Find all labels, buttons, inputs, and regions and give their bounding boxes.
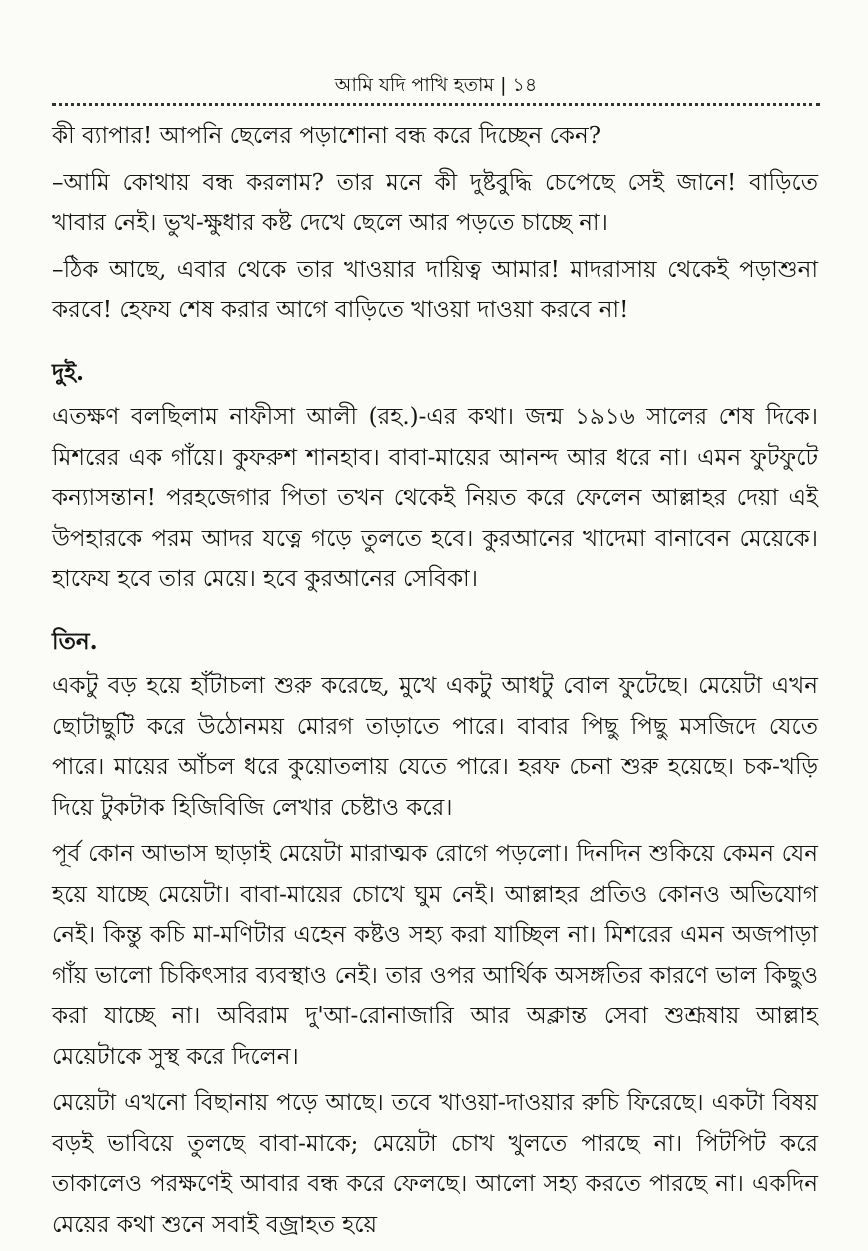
dialogue-paragraph: –ঠিক আছে, এবার থেকে তার খাওয়ার দায়িত্ব আমার! মাদরাসায় থেকেই পড়াশুনা করবে! হেফয শেষ করার আগে বাড়িতে খাওয়া দাওয়া করবে না! bbox=[52, 256, 818, 323]
dialogue-paragraph: –আমি কোথায় বন্ধ করলাম? তার মনে কী দুষ্টবুদ্ধি চেপেছে সেই জানে! বাড়িতে খাবার নেই। ভুখ-ক্ষুধার কষ্ট দেখে ছেলে আর পড়তে চাচ্ছে না। bbox=[52, 169, 818, 236]
body-paragraph: এতক্ষণ বলছিলাম নাফীসা আলী (রহ.)-এর কথা। জন্ম ১৯১৬ সালের শেষ দিকে। মিশরের এক গাঁয়ে। কুফরুশ শানহাব। বাবা-মায়ের আনন্দ আর ধরে না। এমন ফুটফুটে কন্যাসন্তান! পরহজেগার পিতা তখন থেকেই নিয়ত করে ফেলেন আল্লাহর দেয়া এই উপহারকে পরম আদর যত্নে গড়ে তুলতে হবে। কুরআনের খাদেমা বানাবেন মেয়েকে। হাফেয হবে তার মেয়ে। হবে কুরআনের সেবিকা। bbox=[52, 404, 818, 592]
body-paragraph: পূর্ব কোন আভাস ছাড়াই মেয়েটা মারাত্মক রোগে পড়লো। দিনদিন শুকিয়ে কেমন যেন হয়ে যাচ্ছে মেয়েটা। বাবা-মায়ের চোখে ঘুম নেই। আল্লাহর প্রতিও কোনও অভিযোগ নেই। কিন্তু কচি মা-মণিটার এহেন কষ্টও সহ্য করা যাচ্ছিল না। মিশরের এমন অজপাড়া গাঁয় ভালো চিকিৎসার ব্যবস্থাও নেই। তার ওপর আর্থিক অসঙ্গতির কারণে ভাল কিছুও করা যাচ্ছে না। অবিরাম দু'আ-রোনাজারি আর অক্লান্ত সেবা শুশ্রূষায় আল্লাহ মেয়েটাকে সুস্থ করে দিলেন। bbox=[52, 841, 818, 1070]
dialogue-paragraph: কী ব্যাপার! আপনি ছেলের পড়াশোনা বন্ধ করে দিচ্ছেন কেন? bbox=[52, 123, 602, 149]
body-paragraph: মেয়েটা এখনো বিছানায় পড়ে আছে। তবে খাওয়া-দাওয়ার রুচি ফিরেছে। একটা বিষয় বড়ই ভাবিয়ে তুলছে বাবা-মাকে; মেয়েটা চোখ খুলতে পারছে না। পিটপিট করে তাকালেও পরক্ষণেই আবার বন্ধ করে ফেলছে। আলো সহ্য করতে পারছে না। একদিন মেয়ের কথা শুনে সবাই বজ্রাহত হয়ে bbox=[52, 1090, 818, 1238]
running-header: আমি যদি পাখি হতাম | ১৪ bbox=[334, 74, 538, 96]
header-dotted-rule bbox=[52, 103, 820, 106]
page-body bbox=[52, 116, 818, 1251]
section-heading-two: দুই. bbox=[52, 358, 85, 386]
section-heading-three: তিন. bbox=[52, 627, 98, 655]
body-paragraph: একটু বড় হয়ে হাঁটাচলা শুরু করেছে, মুখে একটু আধটু বোল ফুটেছে। মেয়েটা এখন ছোটাছুটি করে উঠোনময় মোরগ তাড়াতে পারে। বাবার পিছু পিছু মসজিদে যেতে পারে। মায়ের আঁচল ধরে কুয়োতলায় যেতে পারে। হরফ চেনা শুরু হয়েছে। চক-খড়ি দিয়ে টুকটাক হিজিবিজি লেখার চেষ্টাও করে। bbox=[52, 673, 818, 821]
